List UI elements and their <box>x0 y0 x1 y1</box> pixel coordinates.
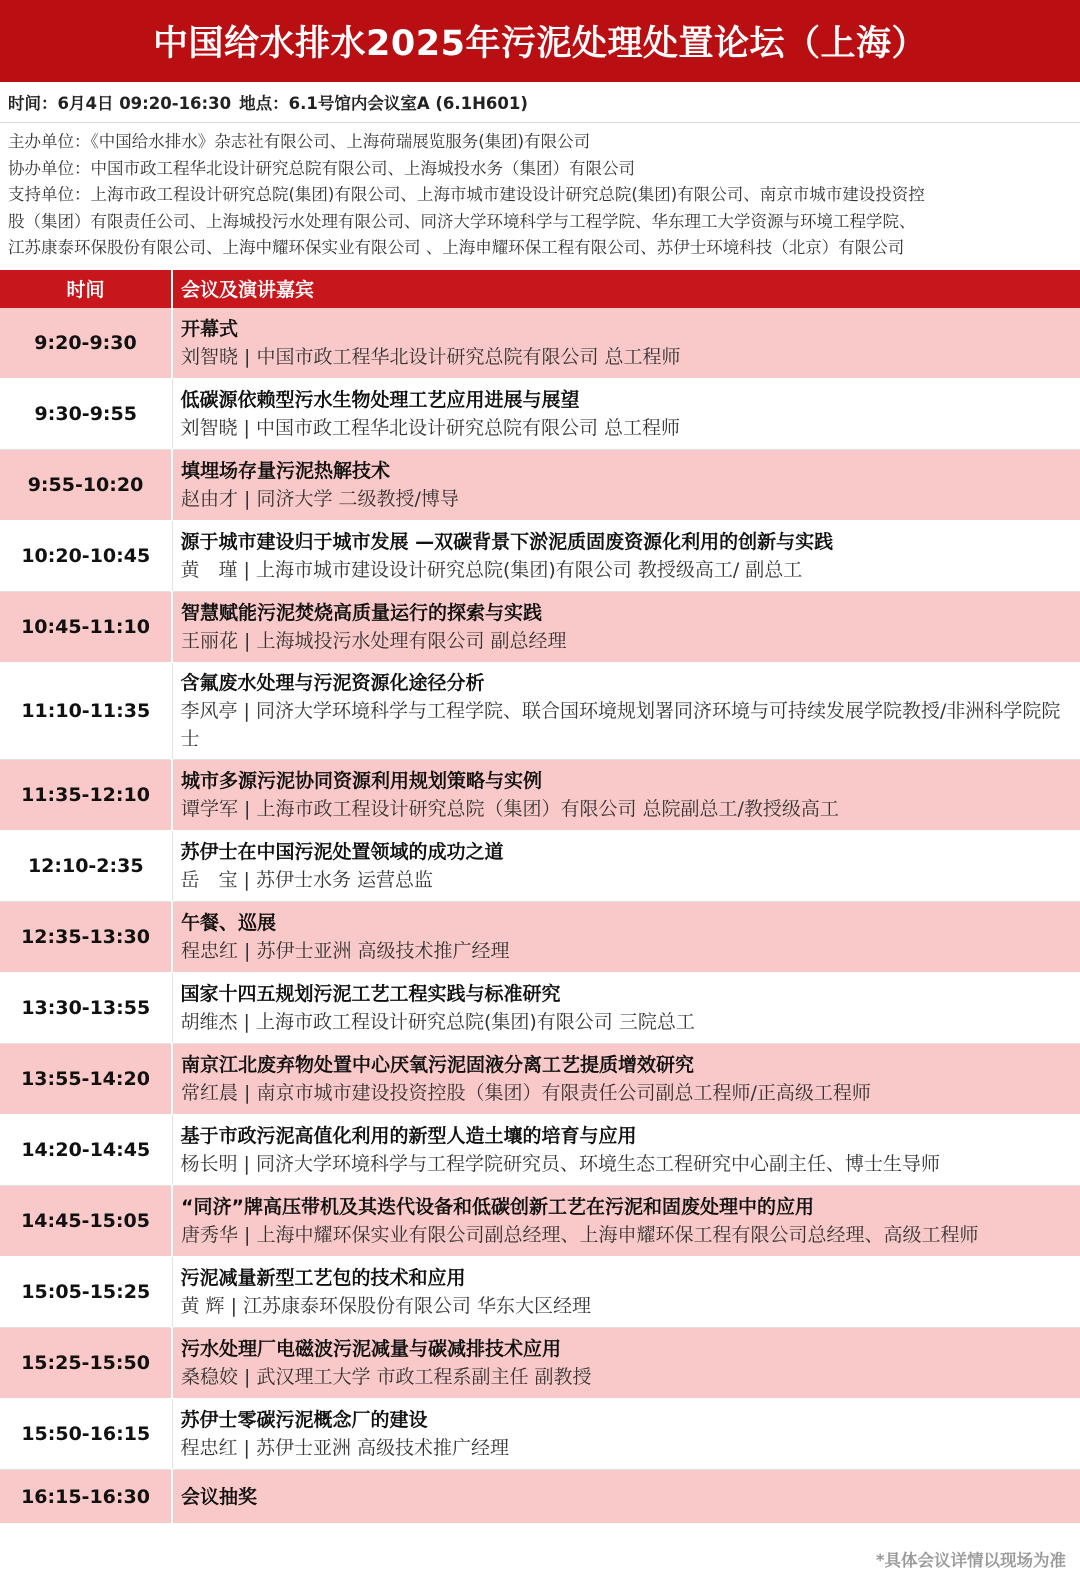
agenda-row <box>0 1399 1080 1470</box>
agenda-row <box>0 1328 1080 1399</box>
agenda-row <box>0 831 1080 902</box>
session-speaker: 桑稳姣 | 武汉理工大学 市政工程系副主任 副教授 <box>181 1366 592 1388</box>
session-time: 9:30-9:55 <box>0 379 172 450</box>
session-content <box>172 308 1080 379</box>
session-speaker: 程忠红 | 苏伊士亚洲 高级技术推广经理 <box>181 940 510 962</box>
session-time: 12:35-13:30 <box>0 902 172 973</box>
agenda-row <box>0 521 1080 592</box>
session-topic: 城市多源污泥协同资源利用规划策略与实例 <box>181 770 543 792</box>
agenda-row <box>0 902 1080 973</box>
session-content <box>172 973 1080 1044</box>
session-speaker: 常红晨 | 南京市城市建设投资控股（集团）有限责任公司副总工程师/正高级工程师 <box>181 1082 871 1104</box>
session-topic: 南京江北废弃物处置中心厌氧污泥固液分离工艺提质增效研究 <box>181 1054 695 1076</box>
session-speaker: 岳 宝 | 苏伊士水务 运营总监 <box>180 869 434 891</box>
co-host-label: 协办单位： <box>8 158 91 178</box>
host-label: 主办单位： <box>8 132 91 151</box>
session-topic: 污泥减量新型工艺包的技术和应用 <box>180 1267 466 1289</box>
session-speaker: 王丽花 | 上海城投污水处理有限公司 副总经理 <box>181 630 567 652</box>
session-topic: 基于市政污泥高值化利用的新型人造土壤的培育与应用 <box>180 1125 637 1147</box>
session-topic: 智慧赋能污泥焚烧高质量运行的探索与实践 <box>181 602 543 624</box>
agenda-row <box>0 1115 1080 1186</box>
session-speaker: 赵由才 | 同济大学 二级教授/博导 <box>181 488 459 510</box>
session-time: 9:20-9:30 <box>0 308 172 379</box>
session-time: 11:10-11:35 <box>0 663 172 760</box>
session-speaker: 刘智晓 | 中国市政工程华北设计研究总院有限公司 总工程师 <box>181 345 681 368</box>
session-time: 14:45-15:05 <box>0 1186 172 1257</box>
session-speaker: 黄 瑾 | 上海市城市建设设计研究总院(集团)有限公司 教授级高工/ 副总工 <box>180 559 803 581</box>
session-topic: 低碳源依赖型污水生物处理工艺应用进展与展望 <box>180 389 580 411</box>
session-topic: “同济”牌高压带机及其迭代设备和低碳创新工艺在污泥和固废处理中的应用 <box>181 1196 814 1218</box>
session-speaker: 程忠红 | 苏伊士亚洲 高级技术推广经理 <box>180 1437 510 1459</box>
session-content <box>172 521 1080 592</box>
session-topic: 午餐、巡展 <box>181 912 277 934</box>
session-speaker: 刘智晓 | 中国市政工程华北设计研究总院有限公司 总工程师 <box>180 417 681 439</box>
session-time: 13:30-13:55 <box>0 973 172 1044</box>
session-time: 11:35-12:10 <box>0 760 172 831</box>
agenda-row <box>0 1470 1080 1524</box>
session-topic: 源于城市建设归于城市发展 —双碳背景下淤泥质固废资源化利用的创新与实践 <box>180 531 834 553</box>
agenda-row <box>0 1044 1080 1115</box>
session-topic: 污水处理厂电磁波污泥减量与碳减排技术应用 <box>181 1338 562 1360</box>
session-topic: 国家十四五规划污泥工艺工程实践与标准研究 <box>180 983 561 1005</box>
session-speaker: 胡维杰 | 上海市政工程设计研究总院(集团)有限公司 三院总工 <box>180 1011 695 1033</box>
session-topic: 苏伊士在中国污泥处置领域的成功之道 <box>180 841 504 863</box>
session-time: 14:20-14:45 <box>0 1115 172 1186</box>
footnote: *具体会议详情以现场为准 <box>875 1551 1066 1570</box>
agenda-row <box>0 592 1080 663</box>
session-time: 15:05-15:25 <box>0 1257 172 1328</box>
co-host-orgs: 中国市政工程华北设计研究总院有限公司、上海城投水务（集团）有限公司 <box>90 158 635 178</box>
session-topic: 会议抽奖 <box>181 1485 258 1508</box>
session-time: 10:20-10:45 <box>0 521 172 592</box>
session-content <box>172 663 1080 760</box>
support-line <box>8 182 1072 209</box>
session-time: 15:25-15:50 <box>0 1328 172 1399</box>
organizer-block <box>0 123 1080 270</box>
session-content <box>172 1470 1080 1524</box>
session-speaker: 杨长明 | 同济大学环境科学与工程学院研究员、环境生态工程研究中心副主任、博士生导师 <box>180 1153 940 1175</box>
session-content <box>172 1115 1080 1186</box>
session-content <box>172 1328 1080 1399</box>
session-content <box>172 1186 1080 1257</box>
agenda-row <box>0 379 1080 450</box>
session-content <box>172 760 1080 831</box>
event-info <box>0 82 1080 123</box>
page-title: 中国给水排水2025年污泥处理处置论坛（上海） <box>0 0 1080 82</box>
session-time: 9:55-10:20 <box>0 450 172 521</box>
session-topic: 苏伊士零碳污泥概念厂的建设 <box>180 1409 428 1431</box>
agenda-row <box>0 1186 1080 1257</box>
session-time: 16:15-16:30 <box>0 1470 172 1524</box>
session-content <box>172 592 1080 663</box>
agenda-row <box>0 1257 1080 1328</box>
session-speaker: 谭学军 | 上海市政工程设计研究总院（集团）有限公司 总院副总工/教授级高工 <box>181 798 839 820</box>
header-content: 会议及演讲嘉宾 <box>172 270 1080 308</box>
session-time: 13:55-14:20 <box>0 1044 172 1115</box>
agenda-table <box>0 270 1080 1525</box>
session-content <box>172 450 1080 521</box>
agenda-row <box>0 308 1080 379</box>
support-line-3: 江苏康泰环保股份有限公司、上海中耀环保实业有限公司 、上海申耀环保工程有限公司、苏伊士环境科技（北京）有限公司 <box>8 238 905 257</box>
session-topic: 填埋场存量污泥热解技术 <box>181 460 391 482</box>
session-content <box>172 1044 1080 1115</box>
header-time: 时间 <box>0 270 172 308</box>
session-topic: 开幕式 <box>181 317 239 340</box>
session-topic: 含氟废水处理与污泥资源化途径分析 <box>180 672 485 694</box>
session-speaker: 李风亭 | 同济大学环境科学与工程学院、联合国环境规划署同济环境与可持续发展学院教授/非洲科学院院士 <box>180 700 1061 750</box>
session-content <box>172 1399 1080 1470</box>
support-line-2: 股（集团）有限责任公司、上海城投污水处理有限公司、同济大学环境科学与工程学院、华东理工大学资源与环境工程学院、 <box>8 211 916 231</box>
session-time: 12:10-2:35 <box>0 831 172 902</box>
event-time: 时间：6月4日 09:20-16:30 <box>8 94 232 113</box>
session-content <box>172 902 1080 973</box>
session-content <box>172 831 1080 902</box>
session-content <box>172 1257 1080 1328</box>
session-speaker: 唐秀华 | 上海中耀环保实业有限公司副总经理、上海申耀环保工程有限公司总经理、高级工程师 <box>181 1224 979 1246</box>
agenda-row <box>0 663 1080 760</box>
session-time: 15:50-16:15 <box>0 1399 172 1470</box>
agenda-row <box>0 760 1080 831</box>
session-speaker: 黄 辉 | 江苏康泰环保股份有限公司 华东大区经理 <box>180 1295 592 1317</box>
agenda-body <box>0 308 1080 1524</box>
host-line <box>8 129 1072 156</box>
event-place: 地点：6.1号馆内会议室A (6.1H601) <box>239 94 528 113</box>
support-label: 支持单位： <box>8 185 91 204</box>
agenda-row <box>0 973 1080 1044</box>
session-time: 10:45-11:10 <box>0 592 172 663</box>
session-content <box>172 379 1080 450</box>
support-orgs-1: 上海市政工程设计研究总院(集团)有限公司、上海市城市建设设计研究总院(集团)有限公司、南京市城市建设投资控 <box>90 185 925 204</box>
agenda-row <box>0 450 1080 521</box>
co-host-line <box>8 156 1072 183</box>
agenda-header-row <box>0 270 1080 308</box>
host-orgs: 《中国给水排水》杂志社有限公司、上海荷瑞展览服务(集团)有限公司 <box>90 132 591 151</box>
